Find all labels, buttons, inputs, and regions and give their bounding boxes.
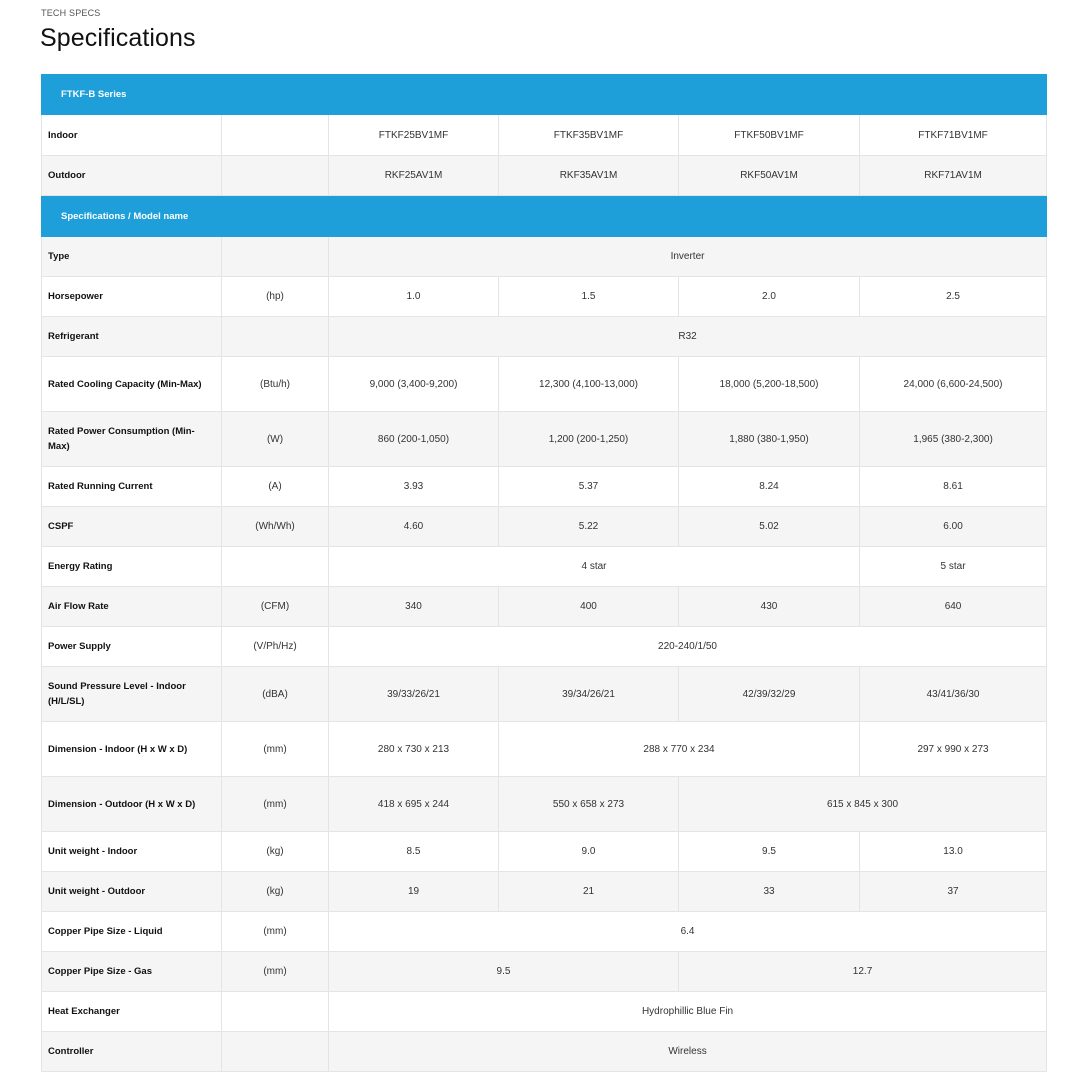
value-cell: 37 [860,872,1047,912]
spec-row [42,952,1047,992]
row-label: Controller [42,1032,222,1072]
spec-row [42,627,1047,667]
value-cell: 12.7 [679,952,1047,992]
row-label: Type [42,237,222,277]
row-label: Rated Cooling Capacity (Min-Max) [42,357,222,412]
spec-row [42,467,1047,507]
model-cell: RKF35AV1M [499,156,679,196]
value-cell: 297 x 990 x 273 [860,722,1047,777]
value-cell: 42/39/32/29 [679,667,860,722]
value-cell: 6.00 [860,507,1047,547]
eyebrow-label: TECH SPECS [41,8,101,18]
spec-row [42,992,1047,1032]
value-cell: R32 [329,317,1047,357]
row-unit [222,547,329,587]
value-cell: 24,000 (6,600-24,500) [860,357,1047,412]
row-unit: (hp) [222,277,329,317]
model-cell: FTKF25BV1MF [329,115,499,156]
row-label: Refrigerant [42,317,222,357]
row-unit: (mm) [222,777,329,832]
value-cell: 640 [860,587,1047,627]
value-cell: 2.5 [860,277,1047,317]
spec-row [42,872,1047,912]
row-unit: (Wh/Wh) [222,507,329,547]
row-label: Indoor [42,115,222,156]
row-unit: (CFM) [222,587,329,627]
spec-row [42,832,1047,872]
spec-row [42,722,1047,777]
value-cell: 8.5 [329,832,499,872]
row-label: Sound Pressure Level - Indoor (H/L/SL) [42,667,222,722]
row-unit: (Btu/h) [222,357,329,412]
value-cell: 6.4 [329,912,1047,952]
value-cell: 9.5 [679,832,860,872]
value-cell: 220-240/1/50 [329,627,1047,667]
row-unit: (mm) [222,912,329,952]
row-unit: (V/Ph/Hz) [222,627,329,667]
value-cell: 9.0 [499,832,679,872]
spec-row [42,1032,1047,1072]
value-cell: 1,965 (380-2,300) [860,412,1047,467]
model-cell: RKF71AV1M [860,156,1047,196]
value-cell: 19 [329,872,499,912]
row-label: Energy Rating [42,547,222,587]
model-cell: FTKF35BV1MF [499,115,679,156]
value-cell: 1.0 [329,277,499,317]
value-cell: 1,880 (380-1,950) [679,412,860,467]
spec-row [42,547,1047,587]
row-unit: (mm) [222,952,329,992]
spec-row [42,277,1047,317]
value-cell: 5.02 [679,507,860,547]
row-label: Dimension - Indoor (H x W x D) [42,722,222,777]
value-cell: 8.61 [860,467,1047,507]
value-cell: 288 x 770 x 234 [499,722,860,777]
indoor-model-row [42,115,1047,156]
row-label: Outdoor [42,156,222,196]
row-unit [222,992,329,1032]
value-cell: Inverter [329,237,1047,277]
value-cell: 615 x 845 x 300 [679,777,1047,832]
value-cell: Hydrophillic Blue Fin [329,992,1047,1032]
spec-row [42,587,1047,627]
row-label: Air Flow Rate [42,587,222,627]
value-cell: 400 [499,587,679,627]
model-cell: FTKF71BV1MF [860,115,1047,156]
value-cell: 550 x 658 x 273 [499,777,679,832]
row-label: Heat Exchanger [42,992,222,1032]
value-cell: 2.0 [679,277,860,317]
page-title: Specifications [40,24,196,52]
value-cell: 5.22 [499,507,679,547]
row-unit: (kg) [222,832,329,872]
specs-table [41,74,1047,1072]
spec-header-row [42,196,1047,237]
row-unit: (dBA) [222,667,329,722]
row-unit: (A) [222,467,329,507]
spec-row [42,412,1047,467]
row-unit [222,156,329,196]
spec-row [42,777,1047,832]
row-unit: (mm) [222,722,329,777]
value-cell: 280 x 730 x 213 [329,722,499,777]
row-label: Rated Running Current [42,467,222,507]
spec-row [42,237,1047,277]
value-cell: 340 [329,587,499,627]
value-cell: 33 [679,872,860,912]
value-cell: 5 star [860,547,1047,587]
spec-row [42,317,1047,357]
row-unit [222,1032,329,1072]
row-unit [222,115,329,156]
value-cell: 860 (200-1,050) [329,412,499,467]
value-cell: 3.93 [329,467,499,507]
series-header: FTKF-B Series [42,75,1047,115]
value-cell: 39/33/26/21 [329,667,499,722]
row-label: Copper Pipe Size - Gas [42,952,222,992]
row-unit [222,317,329,357]
row-label: Rated Power Consumption (Min-Max) [42,412,222,467]
value-cell: 4.60 [329,507,499,547]
row-label: Horsepower [42,277,222,317]
value-cell: 18,000 (5,200-18,500) [679,357,860,412]
model-cell: FTKF50BV1MF [679,115,860,156]
spec-row [42,357,1047,412]
value-cell: 39/34/26/21 [499,667,679,722]
value-cell: 4 star [329,547,860,587]
value-cell: 13.0 [860,832,1047,872]
row-label: Power Supply [42,627,222,667]
value-cell: 8.24 [679,467,860,507]
spec-row [42,507,1047,547]
series-header-row [42,75,1047,115]
value-cell: 418 x 695 x 244 [329,777,499,832]
value-cell: Wireless [329,1032,1047,1072]
value-cell: 9.5 [329,952,679,992]
row-label: Copper Pipe Size - Liquid [42,912,222,952]
value-cell: 1.5 [499,277,679,317]
row-unit: (W) [222,412,329,467]
outdoor-model-row [42,156,1047,196]
value-cell: 43/41/36/30 [860,667,1047,722]
value-cell: 12,300 (4,100-13,000) [499,357,679,412]
row-label: Dimension - Outdoor (H x W x D) [42,777,222,832]
row-label: Unit weight - Outdoor [42,872,222,912]
model-cell: RKF25AV1M [329,156,499,196]
row-unit: (kg) [222,872,329,912]
spec-header: Specifications / Model name [42,196,1047,237]
row-label: Unit weight - Indoor [42,832,222,872]
value-cell: 9,000 (3,400-9,200) [329,357,499,412]
value-cell: 430 [679,587,860,627]
row-unit [222,237,329,277]
spec-row [42,912,1047,952]
value-cell: 1,200 (200-1,250) [499,412,679,467]
model-cell: RKF50AV1M [679,156,860,196]
value-cell: 21 [499,872,679,912]
row-label: CSPF [42,507,222,547]
spec-row [42,667,1047,722]
value-cell: 5.37 [499,467,679,507]
